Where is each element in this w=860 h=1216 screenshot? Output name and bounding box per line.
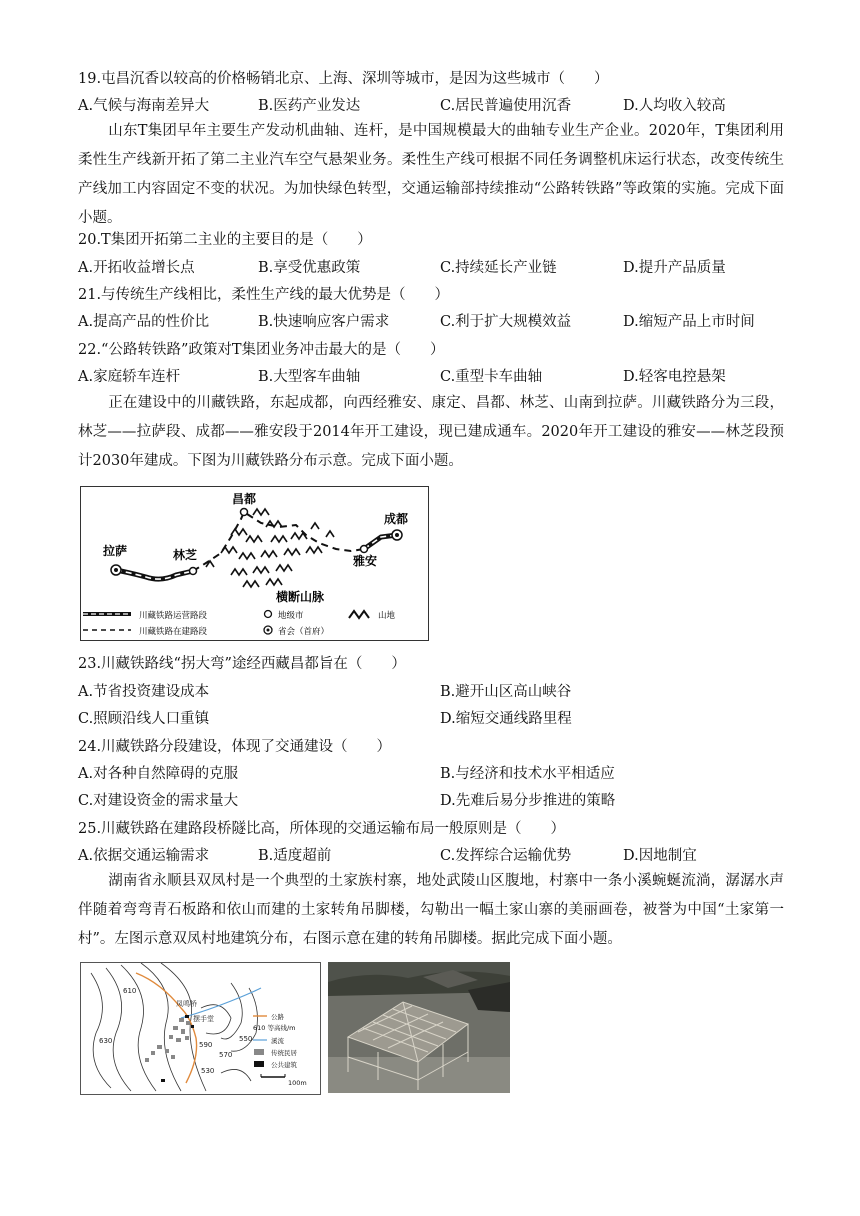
q19-stem: 19.屯昌沉香以较高的价格畅销北京、上海、深圳等城市，是因为这些城市（ ）: [78, 71, 609, 87]
q23-option-d[interactable]: D.缩短交通线路里程: [440, 711, 572, 727]
q25-option-a[interactable]: A.依据交通运输需求: [78, 848, 210, 864]
contour-570-label: 570: [219, 1051, 233, 1059]
contour-550-label: 550: [239, 1035, 253, 1043]
q19-option-b[interactable]: B.医药产业发达: [258, 98, 361, 114]
q25-option-c[interactable]: C.发挥综合运输优势: [440, 848, 572, 864]
legend-contour: 610 等高线/m: [253, 1024, 296, 1032]
lasa-label: 拉萨: [103, 544, 128, 558]
chengdu-label: 成都: [384, 512, 409, 526]
passage-village-text: 湖南省永顺县双凤村是一个典型的土家族村寨，地处武陵山区腹地，村寨中一条小溪蜿蜒流淌，潺潺水声伴随着弯弯青石板路和依山而建的土家转角吊脚楼，勾勒出一幅土家山寨的美丽画卷，被誉为中国“土家第一村”。左图示意双凤村地建筑分布，右图示意在建的转角吊脚楼。据此完成下面小题。: [78, 873, 784, 947]
rail-operating-lasa-linzhi: [116, 570, 193, 579]
passage-railway-text: 正在建设中的川藏铁路，东起成都，向西经雅安、康定、昌都、林芝、山南到拉萨。川藏铁路分为三段，林芝——拉萨段、成都——雅安段于2014年开工建设，现已建成通车。2020年开工建设的雅安——林芝段预计2030年建成。下图为川藏铁路分布示意。完成下面小题。: [78, 395, 784, 469]
mountain-symbols: [206, 509, 334, 587]
legend-capital: 省会（首府）: [278, 627, 330, 637]
q20-options: [78, 258, 798, 278]
legend-city: 地级市: [278, 611, 304, 621]
q21-option-d[interactable]: D.缩短产品上市时间: [623, 314, 755, 330]
changdu-city-icon: [241, 509, 248, 516]
legend-building: 川藏铁路在建路段: [139, 627, 208, 637]
legend-stream: 溪流: [271, 1037, 284, 1045]
stilt-house-photo: [328, 962, 510, 1093]
railway-map: [81, 487, 428, 640]
q20-stem: 20.T集团开拓第二主业的主要目的是（ ）: [78, 232, 372, 248]
q20-option-d[interactable]: D.提升产品质量: [623, 260, 726, 276]
q20-option-c[interactable]: C.持续延长产业链: [440, 260, 557, 276]
legend-operating: 川藏铁路运营路段: [139, 611, 208, 621]
contour-610-label: 610: [123, 987, 137, 995]
changdu-label: 昌都: [232, 492, 257, 506]
q19-options: [78, 96, 798, 116]
q24-options-row2: [78, 791, 798, 811]
contour-630-label: 630: [99, 1037, 113, 1045]
q23-options: [78, 682, 798, 702]
q24-option-b[interactable]: B.与经济和技术水平相适应: [440, 766, 615, 782]
q24-option-c[interactable]: C.对建设资金的需求量大: [78, 793, 239, 809]
q23-stem: 23.川藏铁路线“拐大弯”途经西藏昌都旨在（ ）: [78, 656, 406, 672]
road-line: [136, 973, 197, 1083]
legend-mountain-icon: [349, 611, 369, 618]
railway-map-legend: [83, 610, 396, 637]
village-map-figure: [80, 962, 321, 1095]
q21-option-a[interactable]: A.提高产品的性价比: [78, 314, 210, 330]
linzhi-city-icon: [190, 568, 197, 575]
yaan-label: 雅安: [353, 554, 378, 568]
q22-option-b[interactable]: B.大型客车曲轴: [258, 369, 361, 385]
q19-option-c[interactable]: C.居民普遍使用沉香: [440, 98, 572, 114]
passage-shuangfeng-village: [78, 867, 784, 954]
q25-option-d[interactable]: D.因地制宜: [623, 848, 697, 864]
q25-stem: 25.川藏铁路在建路段桥隧比高，所体现的交通运输布局一般原则是（ ）: [78, 821, 566, 837]
village-map-legend: [253, 1012, 307, 1087]
traditional-houses: [145, 1018, 190, 1062]
q21-options: [78, 312, 798, 332]
linzhi-label: 林芝: [173, 548, 198, 562]
q19-option-d[interactable]: D.人均收入较高: [623, 98, 726, 114]
passage-t-group: [78, 117, 784, 233]
q21-stem: 21.与传统生产线相比，柔性生产线的最大优势是（ ）: [78, 287, 450, 303]
legend-mountain: 山地: [378, 611, 396, 621]
q23-options-row2: [78, 709, 798, 729]
q25-options: [78, 846, 798, 866]
hengduan-mountains-label: 横断山脉: [276, 590, 325, 604]
railway-map-figure: [80, 486, 429, 641]
q24-option-d[interactable]: D.先难后易分步推进的策略: [440, 793, 616, 809]
yaan-city-icon: [361, 546, 368, 553]
q24-stem: 24.川藏铁路分段建设，体现了交通建设（ ）: [78, 739, 392, 755]
q21-option-b[interactable]: B.快速响应客户需求: [258, 314, 390, 330]
q22-options: [78, 367, 798, 387]
passage-sichuan-tibet-railway: [78, 389, 784, 476]
legend-traditional: 传统民居: [271, 1049, 297, 1057]
q23-option-b[interactable]: B.避开山区高山峡谷: [440, 684, 572, 700]
legend-city-icon: [265, 611, 272, 618]
legend-public: 公共建筑: [271, 1061, 297, 1069]
legend-road: 公路: [271, 1013, 284, 1021]
hall-label: 摆手堂: [193, 1015, 214, 1023]
q23-option-c[interactable]: C.照顾沿线人口重镇: [78, 711, 210, 727]
passage-t-group-text: 山东T集团早年主要生产发动机曲轴、连杆，是中国规模最大的曲轴专业生产企业。2020年，T集团利用柔性生产线新开拓了第二主业汽车空气悬架业务。柔性生产线可根据不同任务调整机床运行状态，改变传统生产线加工内容固定不变的状况。为加快绿色转型，交通运输部持续推动“公路转铁路”等政策的实施。完成下面小题。: [78, 123, 784, 226]
legend-scale: 100m: [288, 1079, 307, 1087]
q25-option-b[interactable]: B.适度超前: [258, 848, 332, 864]
q22-option-a[interactable]: A.家庭轿车连杆: [78, 369, 181, 385]
q24-options: [78, 764, 798, 784]
contour-530-label: 530: [201, 1067, 215, 1075]
q21-option-c[interactable]: C.利于扩大规模效益: [440, 314, 572, 330]
bridge-label: 凤鸣桥: [176, 1000, 197, 1008]
q22-option-c[interactable]: C.重型卡车曲轴: [440, 369, 543, 385]
q20-option-b[interactable]: B.享受优惠政策: [258, 260, 361, 276]
q24-option-a[interactable]: A.对各种自然障碍的克服: [78, 766, 239, 782]
q22-stem: 22.“公路转铁路”政策对T集团业务冲击最大的是（ ）: [78, 342, 445, 358]
q22-option-d[interactable]: D.轻客电控悬架: [623, 369, 726, 385]
q20-option-a[interactable]: A.开拓收益增长点: [78, 260, 195, 276]
contour-590-label: 590: [199, 1041, 213, 1049]
q23-option-a[interactable]: A.节省投资建设成本: [78, 684, 210, 700]
village-contour-map: [81, 963, 320, 1094]
q19-option-a[interactable]: A.气候与海南差异大: [78, 98, 210, 114]
